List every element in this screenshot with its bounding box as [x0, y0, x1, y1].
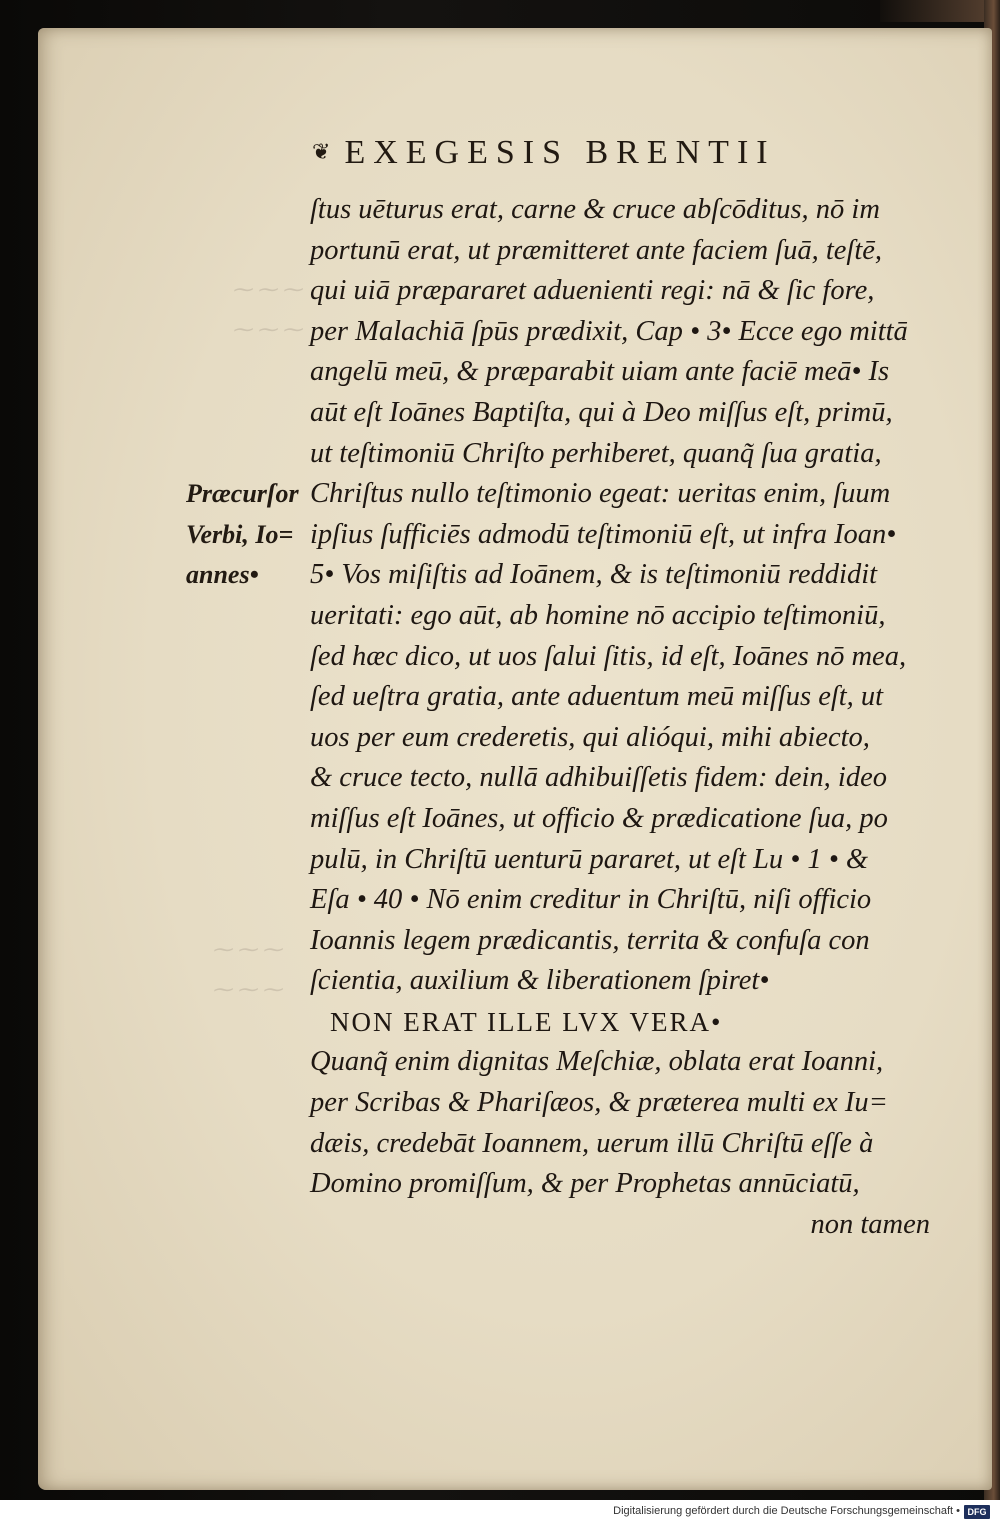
- section-heading: NON ERAT ILLE LVX VERA•: [330, 1006, 723, 1037]
- text-line: aūt eſt Ioānes Baptiſta, qui à Deo miſſus eſt, primū,: [310, 396, 893, 428]
- text-line: & cruce tecto, nullā adhibuiſſetis fidem: dein, ideo: [310, 762, 887, 794]
- running-head-title: EXEGESIS BRENTII: [344, 134, 776, 171]
- text-line: per Scribas & Phariſæos, & præterea multi ex Iu=: [310, 1087, 888, 1119]
- text-line: pulū, in Chriſtū uenturū pararet, ut eſt Lu • 1 • &: [310, 843, 869, 875]
- running-head: [312, 134, 892, 178]
- margin-note-line: Præcurſor: [186, 479, 299, 508]
- binding-edge-top: [880, 0, 1000, 22]
- bleed-through-mark: ⁓ ⁓ ⁓: [232, 319, 302, 341]
- text-line: uos per eum crederetis, qui alióqui, mihi abiecto,: [310, 721, 870, 753]
- dfg-logo: DFG: [964, 1505, 990, 1519]
- text-line: Eſa • 40 • Nō enim creditur in Chriſtū, niſi officio: [310, 884, 872, 916]
- text-line: ueritati: ego aūt, ab homine nō accipio teſtimoniū,: [310, 599, 886, 631]
- text-line: Domino promiſſum, & per Prophetas annūciatū,: [310, 1168, 860, 1200]
- margin-note-line: Verbi, Io=: [186, 519, 294, 549]
- footer-bar: [0, 1500, 1000, 1524]
- text-line: Chriſtus nullo teſtimonio egeat: ueritas enim, ſuum: [310, 478, 891, 510]
- text-line: dæis, credebāt Ioannem, uerum illū Chriſtū eſſe à: [310, 1127, 874, 1159]
- text-line: per Malachiā ſpūs prædixit, Cap • 3• Ecce ego mittā: [310, 315, 908, 347]
- text-line: portunū erat, ut præmitteret ante faciem ſuā, teſtē,: [310, 234, 883, 266]
- text-line: ſed ueſtra gratia, ante aduentum meū miſſus eſt, ut: [310, 681, 884, 713]
- fleuron-ornament: ❦: [312, 139, 331, 164]
- bleed-through-mark: ⁓ ⁓ ⁓: [212, 939, 282, 961]
- text-line: miſſus eſt Ioānes, ut officio & prædicatione ſua, po: [310, 802, 888, 834]
- text-line: 5• Vos miſiſtis ad Ioānem, & is teſtimoniū reddidit: [310, 559, 878, 591]
- funding-credit: Digitalisierung gefördert durch die Deutsche Forschungsgemeinschaft •: [613, 1505, 960, 1517]
- text-line: ipſius ſufficiēs admodū teſtimoniū eſt, ut infra Ioan•: [310, 518, 897, 550]
- bleed-through-mark: ⁓ ⁓ ⁓: [212, 979, 282, 1001]
- margin-note: [186, 474, 308, 596]
- text-line: ut teſtimoniū Chriſto perhiberet, quanq̃ ſua gratia,: [310, 437, 882, 469]
- bleed-through-mark: ⁓ ⁓ ⁓: [232, 279, 302, 301]
- text-line: Ioannis legem prædicantis, territa & confuſa con: [310, 924, 870, 956]
- main-text-block: [310, 190, 930, 1245]
- text-line: ſtus uēturus erat, carne & cruce abſcōditus, nō im: [310, 194, 880, 225]
- text-line: ſed hæc dico, ut uos ſalui ſitis, id eſt, Ioānes nō mea,: [310, 640, 907, 672]
- text-line: qui uiā præpararet aduenienti regi: nā & ſic fore,: [310, 275, 875, 307]
- catchword: non tamen: [810, 1208, 930, 1240]
- text-line: angelū meū, & præparabit uiam ante faciē meā• Is: [310, 356, 890, 388]
- text-line: Quanq̃ enim dignitas Meſchiæ, oblata erat Ioanni,: [310, 1046, 884, 1078]
- margin-note-line: annes•: [186, 560, 259, 590]
- text-line: ſcientia, auxilium & liberationem ſpiret•: [310, 965, 770, 997]
